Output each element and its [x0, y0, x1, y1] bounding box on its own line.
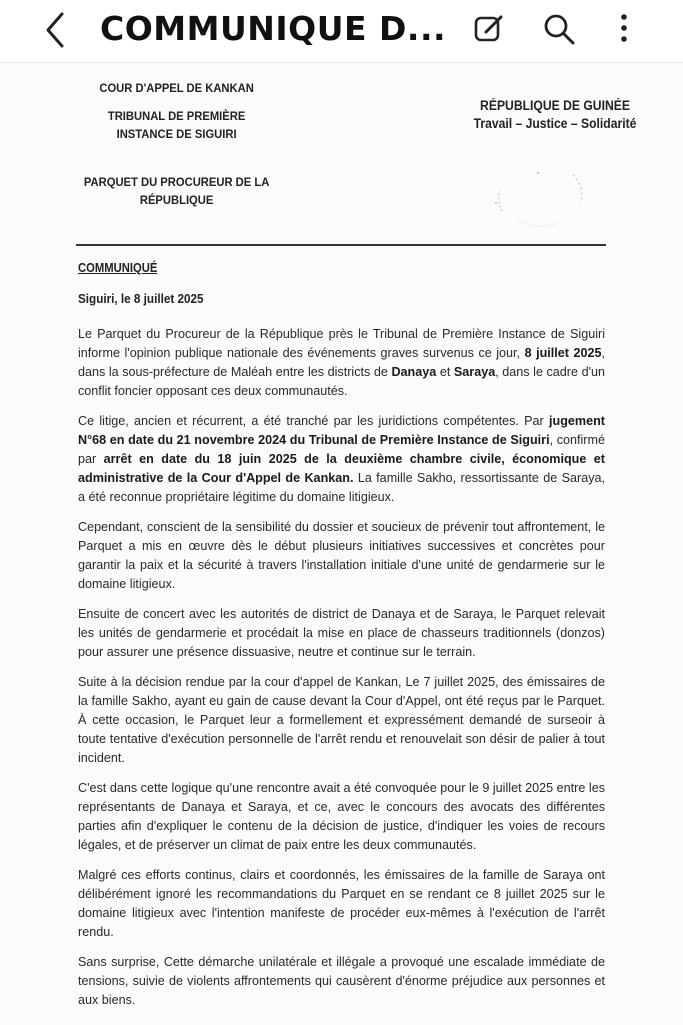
- official-seal-icon: [488, 163, 593, 233]
- country-name: RÉPUBLIQUE DE GUINÉE: [480, 98, 630, 113]
- paragraph-7: Malgré ces efforts continus, clairs et coordonnés, les émissaires de la famille de Saraya ont délibérément ignoré les recommandations du Parquet en se rendant ce 8 juillet 2025 sur le domaine litigieux avec l'intention manifeste de procéder eux-mêmes à l'exécution de l'arrêt rendu.: [78, 868, 605, 939]
- search-button[interactable]: [540, 10, 578, 48]
- header-left: [80, 79, 273, 209]
- back-chevron-icon: [38, 10, 74, 50]
- document-title: COMMUNIQUE D...: [100, 9, 447, 48]
- header-divider: [76, 244, 606, 246]
- paragraph-6: C'est dans cette logique qu'une rencontre avait a été convoquée pour le 9 juillet 2025 entre les représentants de Danaya et Saraya, et ce, avec le concours des avocats des différentes parties afin d'expliquer le contenu de la décision de justice, d'indiquer les voies de recours légales, et de préserver un climat de paix entre les deux communautés.: [78, 781, 605, 852]
- edit-icon: [470, 10, 508, 48]
- paragraph-1: Le Parquet du Procureur de la République près le Tribunal de Première Instance de Siguiri informe l'opinion publique nationale des événements graves survenus ce jour, 8 juillet 2025, dans la sous-préfecture de Maléah entre les districts de Danaya et Saraya, dans le cadre d'un conflit foncier opposant ces deux communautés.: [78, 327, 605, 398]
- court-name: COUR D'APPEL DE KANKAN: [99, 81, 254, 95]
- more-vertical-icon: [612, 10, 636, 48]
- back-button[interactable]: [38, 10, 74, 50]
- date-line: Siguiri, le 8 juillet 2025: [78, 291, 204, 306]
- paragraph-2: Ce litige, ancien et récurrent, a été tranché par les juridictions compétentes. Par jugement N°68 en date du 21 novembre 2024 du Tribunal de Première Instance de Siguiri, confirmé par arrêt en date du 18 juin 2025 de la deuxième chambre civile, économique et administrative de la Cour d'Appel de Kankan. La famille Sakho, ressortissante de Saraya, a été reconnue propriétaire légitime du domaine litigieux.: [78, 414, 606, 504]
- parquet-name: PARQUET DU PROCUREUR DE LA RÉPUBLIQUE: [83, 175, 270, 207]
- country-motto: Travail – Justice – Solidarité: [473, 116, 637, 131]
- paragraph-3: Cependant, conscient de la sensibilité du dossier et soucieux de prévenir tout affrontement, le Parquet a mis en œuvre dès le début plusieurs initiatives successives et concrètes pour garantir la paix et la sécurité à travers l'installation initiale d'une unité de gendarmerie sur le domaine litigieux.: [78, 520, 605, 591]
- paragraph-4: Ensuite de concert avec les autorités de district de Danaya et de Saraya, le Parquet relevait les unités de gendarmerie et procédait la mise en place de chasseurs traditionnels (donzos) pour assurer une présence dissuasive, neutre et continue sur le terrain.: [78, 607, 605, 659]
- edit-button[interactable]: [470, 10, 508, 48]
- paragraph-5: Suite à la décision rendue par la cour d'appel de Kankan, Le 7 juillet 2025, des émissaires de la famille Sakho, ayant eu gain de cause devant la Cour d'Appel, ont été reçus par le Parquet. À cette occasion, le Parquet leur a formellement et expressément demandé de surseoir à toute tentative d'exécution personnelle de l'arrêt rendu et renouvelait son désir de palier à tout incident.: [78, 675, 605, 765]
- more-options-button[interactable]: [612, 10, 636, 48]
- app-bar: [0, 0, 683, 62]
- header-right: [455, 97, 655, 133]
- tribunal-name: TRIBUNAL DE PREMIÈRE INSTANCE DE SIGUIRI: [107, 109, 246, 141]
- communique-body: [78, 325, 605, 1021]
- paragraph-8: Sans surprise, Cette démarche unilatérale et illégale a provoqué une escalade immédiate de tensions, suivie de violents affrontements qui causèrent d'énorme préjudice aux personnes et aux biens.: [78, 955, 605, 1007]
- document-page[interactable]: [0, 62, 683, 1025]
- communique-heading: COMMUNIQUÉ: [78, 261, 158, 275]
- search-icon: [540, 10, 578, 48]
